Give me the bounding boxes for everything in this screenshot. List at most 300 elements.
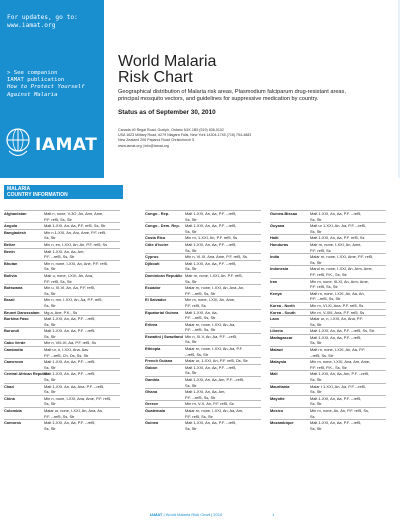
detail-line: Malt ur, n, I-XXI, Ana, Aav [44,347,89,353]
malaria-details [310,384,386,395]
malaria-details [44,359,120,370]
malaria-details [185,377,261,388]
detail-line: Ss, Str [44,321,56,327]
malaria-details [185,297,261,308]
country-name: India [270,254,280,260]
detail-line: Malar rn, none, I-XXI, An, Aa, Am, [185,408,244,413]
malaria-details [185,401,261,407]
table-row [4,419,120,431]
table-row [4,358,120,370]
detail-line: P.F. ref5, Ss [310,247,331,253]
table-row [145,364,261,376]
country-name: Dominican Republic [145,272,183,278]
table-row [270,241,386,253]
detail-line: --ref5, Ss, Str [185,351,209,357]
table-row [4,339,120,346]
malaria-details [44,347,120,358]
table-row [270,290,386,302]
malaria-details [185,235,261,241]
country-column-1 [4,210,120,431]
detail-line: Malt 1-XXI, An, Aa, P.F. --ref5, [185,260,237,266]
country-name: Belize [4,241,16,247]
table-row [4,222,120,229]
table-row [145,260,261,272]
detail-line: Ss, Str [310,401,322,407]
office-addresses [118,128,398,149]
malaria-details [44,249,120,260]
detail-line: Ss, Str [44,290,56,296]
malaria-details [310,254,386,265]
table-row [145,296,261,308]
detail-line: Min n, en, I-XXI, An, An, P.F. ref5, Ss [44,241,108,247]
title-line-1: World Malaria [118,53,217,70]
detail-line: Malr rn, none, I-XXI, An, Ame, [310,241,362,247]
country-name: Cambodia [4,347,23,353]
detail-line: Malt 1-XXI, An, Aa, Am, P.F. --ref5, [185,377,245,383]
detail-line: Ss, Str [44,389,56,395]
table-row [270,265,386,277]
country-name: Cameroon [4,359,24,365]
table-row [270,327,386,334]
detail-line: P.F. --ref5, Ss, Str [44,413,75,419]
table-row [4,383,120,395]
malaria-details [185,223,261,234]
detail-line: P.F. ref5, Ss, Str [44,278,72,284]
contact-line[interactable]: www.iamat.org | info@iamat.org [118,143,169,148]
detail-line: Malt n, none, V-3O, An, Arm, Ame, [44,211,104,216]
table-row [4,296,120,308]
detail-line: Ss, Str [44,364,56,370]
table-row [4,309,120,316]
title-line-2: Risk Chart [118,69,193,86]
page-number: 1 [272,512,275,517]
detail-line: Ss, Str [185,228,197,234]
detail-line: Malar rn, none, I-XXI, Ame, P.F. ref5, [310,254,374,260]
page-subtitle: Geographical distribution of Malaria risk areas, Plasmodium falciparum drug-resistant areas, principal mosquito vectors, and guidelines for suppressive medication by country. [118,89,346,102]
country-name: Afghanistan [4,211,27,216]
country-name: Gabon [145,364,158,370]
detail-line: Malt 1-XXI, An, Aa, [185,309,218,315]
detail-line: Malar t 1-XXI, An, Aa, P.F. --ref5, [310,383,366,389]
table-row [145,241,261,253]
malaria-details [185,420,261,431]
country-name: French Guiana [145,358,173,364]
table-row [145,376,261,388]
country-name: Bangladesh [4,229,27,235]
malaria-details [310,291,386,302]
detail-line: Ss, Str [44,266,56,272]
country-name: Chad [4,383,14,389]
office-line: New Zealand 206 Papanui Road Christchurch 5 [118,138,195,143]
table-row [270,309,386,316]
table-row [145,345,261,357]
country-name: Korea - South [270,309,296,315]
malaria-details [44,261,120,272]
detail-line: Ss, Str [310,389,322,395]
table-row [4,370,120,382]
country-name: Brunei Darussalam [4,309,40,315]
table-row [270,395,386,407]
detail-line: Min n, VI-XI, Ana, Ame, P.F. ref5, Ss [185,254,247,260]
detail-line: Ss, Str [44,235,56,241]
malaria-details [185,254,261,260]
detail-line: Malt rn, none, I-XXI, An, Aa, P.F. [310,347,366,353]
malaria-details [44,310,120,316]
detail-line: Ss, Str [185,425,197,431]
table-row [4,284,120,296]
malaria-details [44,384,120,395]
malaria-details [310,316,386,327]
section-subtitle: COUNTRY INFORMATION [7,192,68,198]
country-name: Central African Republic [4,371,50,377]
malaria-details [44,396,120,407]
malaria-details [310,396,386,407]
table-row [145,407,261,419]
country-column-3 [270,210,386,431]
detail-line: Ss, Str [310,425,322,431]
country-name: Brazil [4,297,15,303]
table-row [4,229,120,241]
malaria-details [185,389,261,400]
table-row [145,222,261,234]
country-name: Comoros [4,420,22,426]
detail-line: Marul rn, none, I-XXI, An, Arm, Ame, [310,266,373,272]
detail-line: P.F. ref5, Ss, Str [185,413,213,419]
malaria-details [185,346,261,357]
detail-line: P.F. ref5, Ss, Str [310,284,338,290]
country-name: Honduras [270,241,289,247]
table-row [145,210,261,222]
detail-line: Ss, Str [185,247,197,253]
detail-line: Ss, Str [44,302,56,308]
detail-line: Malar rn, none, I-XXI, An, Aa, P.F. [185,346,243,352]
companion-line-1: > See companion [7,70,58,76]
table-row [145,272,261,284]
malaria-details [310,335,386,346]
detail-line: Malar ur, 1-XXI, An, P.F. ref5, Ds, Str [185,358,248,364]
detail-line: Ss, Str [185,382,197,388]
malaria-details [185,242,261,253]
table-row [145,388,261,400]
country-name: Malawi [270,347,283,353]
country-name: Burkina Faso [4,316,29,322]
malaria-details [310,223,386,234]
detail-line: Malt 1-XXI, An, Aa, Am, [185,389,226,395]
table-row [145,284,261,296]
country-name: Iran [270,278,278,284]
malaria-details [185,310,261,321]
country-name: Guatemala [145,408,165,413]
country-name: Ethiopia [145,346,161,352]
country-name: Cabo Verde [4,340,26,346]
table-row [145,357,261,364]
country-name: Congo - Rep. [145,211,170,216]
detail-line: Ss, Str [185,278,197,284]
detail-line: Malr rn, none, I-XXI, An, P.F. ref5, [185,272,243,278]
detail-line: Malar ur, n, I-XXI, An, Ana, P.F. [310,316,364,322]
companion-title-1: How to Protect Yourself [7,84,85,91]
detail-line: Malt 1-XXI, An, Aa, P.F. --ref5, [185,241,237,247]
malaria-details [310,279,386,290]
country-name: Congo - Dem. Rep. [145,223,180,229]
detail-line: Malt 1-XXI, An, Aa, P.F. --ref5, [44,371,96,377]
country-name: Botswana [4,285,23,291]
footer [150,512,222,517]
country-name: China [4,395,15,401]
detail-line: Malar rn, none, I-XXI, An, Ana, An, [185,285,245,291]
country-name: El Salvador [145,297,167,303]
detail-line: Ss, Str [310,216,322,222]
table-row [270,334,386,346]
table-row [270,358,386,370]
table-row [145,234,261,241]
detail-line: Ss, Str [310,228,322,234]
malaria-details [310,310,386,316]
detail-line: Malt 1-XXI, An, Aa, Am, [44,248,85,254]
malaria-details [310,408,386,419]
malaria-details [185,408,261,419]
malaria-details [310,303,386,309]
detail-line: Ss, Str [310,321,322,327]
malaria-details [185,334,261,345]
malaria-details [310,328,386,334]
table-row [270,278,386,290]
detail-line: Ss, Str [185,266,197,272]
malaria-details [44,211,120,222]
section-title: MALARIA [7,186,31,192]
detail-line: Malt rn, none, I-XXI, An, Aa, An, [310,290,365,296]
website-link[interactable]: www.iamat.org [7,22,56,29]
country-name: Mauritania [270,383,290,389]
country-name: Gambia [145,377,160,383]
detail-line: P.F. --ref5, Ss, Str [185,327,216,333]
detail-line: Malar rn, none, I-XXI, An, Aa, [185,321,236,327]
malaria-details [44,230,120,241]
table-row [4,241,120,248]
table-row [145,309,261,321]
detail-line: P.F. ref5, Ss, Str [44,216,72,222]
malaria-details [310,347,386,358]
detail-line: Min rn, V-X, An, P.F. ref5, Ss [185,401,234,407]
detail-line: Ss, Str [185,216,197,222]
detail-line: Ss, Str [185,370,197,376]
table-row [4,346,120,358]
table-row [270,346,386,358]
detail-line: Malt 1-XXI, An, Aa, P.F. --ref5, [185,420,237,426]
country-name: Ghana [145,389,158,395]
country-name: Bolivia [4,272,17,278]
country-name: Malaysia [270,359,287,365]
country-name: Indonesia [270,266,289,272]
detail-line: P.F. --ref5, Ss, Str [44,254,75,260]
country-name: Cyprus [145,254,159,260]
country-name: Mayotte [270,395,285,401]
table-row [270,234,386,241]
table-row [270,302,386,309]
detail-line: Min rn, none, III-XI, An, Arm, Ame, [310,278,369,284]
footer-text: | World Malaria Risk Chart | 2010 [162,512,223,517]
detail-line: Ss, Str [310,377,322,383]
malaria-details [44,316,120,327]
malaria-details [44,408,120,419]
updates-notice [7,14,99,30]
detail-line: Malt 1-XXI, An, Aa, P.F. ref5, Ss [310,235,365,241]
chart-header [118,54,403,116]
detail-line: Min rn, none, An, An, P.F. ref5, Ss, [310,408,369,413]
detail-line: P.F. --ref5, Ch, Ds, Ss, Str [44,352,89,358]
country-column-2 [145,210,261,431]
country-name: Costa Rica [145,235,166,241]
detail-line: Malt 1-XXI, An, Aa, P.F. --ref5, [185,211,237,216]
country-name: Angola [4,223,18,229]
detail-line: Ss, Str [310,259,322,265]
country-name: Côte d'Ivoire [145,241,169,247]
country-name: Mexico [270,408,284,413]
detail-line: Min u, XI-VI, An, Aa, P.F. ref5, [44,285,95,291]
detail-line: Min n, XI-V, An, Aa, P.F. --ref5, [185,333,238,339]
table-row [270,419,386,431]
malaria-details [310,266,386,277]
malaria-details [44,242,120,248]
detail-line: Malt ur 1-XXI, An, Aa, P.F. --ref5, [310,223,366,229]
table-row [4,260,120,272]
detail-line: Min n, none, I-XXI, An, Ane, P.F. ref5, [44,260,108,266]
table-row [4,395,120,407]
country-name: Greece [145,401,159,407]
country-name: Ecuador [145,285,161,291]
detail-line: P.F. --ref5, Ss, Str [185,394,216,400]
detail-line: Ss, Str [44,377,56,383]
malaria-details [44,420,120,431]
detail-line: P.F. ref5, P.K., Ss, Str [310,271,347,277]
country-name: Haiti [270,235,279,241]
table-row [4,210,120,222]
detail-line: Ss, Str [185,339,197,345]
country-name: Equatorial Guinea [145,309,179,315]
detail-line: Min n 1-XXI, An, Aru, Ame, P.F. ref5, [44,229,107,235]
country-name: Burundi [4,328,19,334]
table-row [4,407,120,419]
iamat-logo [5,126,100,166]
detail-line: Ss, Str [44,401,56,407]
detail-line: Malt 1-XXI, An, Aa, P.F. --ref5, [310,211,362,216]
table-row [270,253,386,265]
detail-line: P.F. --ref5, Ss, Str [185,290,216,296]
detail-line: Malt 1-XXI, An, Aa, Ana, P.F. --ref5, [44,383,105,389]
companion-notice [7,70,102,99]
country-name: Mali [270,371,278,377]
country-name: Madagascar [270,334,293,340]
malaria-details [310,242,386,253]
detail-line: Ss [310,413,315,419]
iamat-logo-icon [5,126,31,162]
table-row [4,248,120,260]
malaria-details [44,223,120,229]
detail-line: Min rn, none, I-XXI, Ana, Am, Ame, [310,359,371,365]
table-row [145,253,261,260]
country-name: Mozambique [270,420,294,426]
table-row [270,370,386,382]
page-title [118,54,403,86]
malaria-details [310,420,386,431]
malaria-details [44,371,120,382]
sidebar-panel [0,0,104,178]
footer-org: IAMAT [150,512,163,517]
detail-line: Malt 1-XXI, An, Aa, Am, P.F. --ref5, [310,371,370,377]
table-row [4,327,120,339]
office-line: Canada 40 Regal Road, Guelph, Ontario N1K 1B5 (519) 836-0102 [118,128,224,132]
detail-line: --ref5, Ss, Str [310,352,334,358]
table-row [270,407,386,419]
detail-line: Malt 1-XXI, An, Aa, P.F. --ref5, [44,420,96,426]
table-row [270,210,386,222]
table-row [145,321,261,333]
country-name: Djibouti [145,260,160,266]
country-name: Guyana [270,223,285,229]
detail-line: Min rn, none, I-XXI, An, Ame, [185,297,236,303]
malaria-details [44,297,120,308]
detail-line: Malr u, none, I-XXI, An, Ana, [44,272,94,278]
detail-line: Ss, Str [310,340,322,346]
detail-line: Ss, Str [44,333,56,339]
country-name: Benin [4,248,15,254]
detail-line: Malt 1-XXI, An, Aa, P.F. --ref5, [310,395,362,401]
malaria-details [185,285,261,296]
table-row [270,315,386,327]
detail-line: P.F. ref5, Ss [185,302,206,308]
country-name: Guinea-Bissau [270,211,298,216]
detail-line: Malt 1-XXI, An, Aa, P.F. --ref5, [185,364,237,370]
malaria-details [185,261,261,272]
detail-line: Malt 1-XXI, An, Aa, P.F. --ref5, Ss, Str [310,328,375,334]
table-row [270,222,386,234]
country-name: Laos [270,316,280,322]
malaria-details [185,365,261,376]
detail-line: Malt 1-XXI, An, Aa, P.F. --ref5, [310,334,362,340]
detail-line: Malar ur, none, I-XXI, An, Ana, An, [44,408,104,413]
table-row [4,272,120,284]
detail-line: Malt 1-XXI, An, Aa, P.F. --ref5, [44,316,96,322]
detail-line: P.F. --ref5, Ss, Str [185,315,216,321]
malaria-details [185,273,261,284]
malaria-details [44,328,120,339]
detail-line: Min rn, V-XIII, Ana, P.F. ref5, Ss [310,309,365,315]
detail-line: P.F. ref5, P.K., Ss, Str [310,364,347,370]
detail-line: Malt 1-XXI, An, Aa, P.F. --ref5, [185,223,237,229]
malaria-details [310,235,386,241]
country-name: Eswatini | Swaziland [145,333,183,339]
logo-wordmark: IAMAT [35,135,98,155]
country-name: Korea - North [270,302,295,308]
detail-line: Min n, VIII-XI, Aa, P.F. ref5, Ss [44,340,97,346]
detail-line: Ss, Str [44,425,56,431]
detail-line: Min n, none, I-XXI, Ana, Ame, P.F. ref5, [44,395,112,401]
detail-line: Malt 1-XXI, An, Aa, P.F. --ref5, [44,328,96,334]
detail-line: Min rn, 1-XXI, An, P.F. ref5, Ss [185,235,238,241]
detail-line: Min n, mn, I-XXI, An, Aa, P.F. ref5, [44,297,103,303]
status-date: Status as of September 30, 2010 [118,109,216,117]
malaria-details [44,285,120,296]
malaria-details [310,211,386,222]
table-row [145,400,261,407]
table-row [270,383,386,395]
companion-line-2: IAMAT publication [7,77,65,84]
table-row [145,333,261,345]
malaria-details [185,322,261,333]
country-name: Colombia [4,408,22,413]
malaria-details [44,273,120,284]
malaria-details [185,358,261,364]
